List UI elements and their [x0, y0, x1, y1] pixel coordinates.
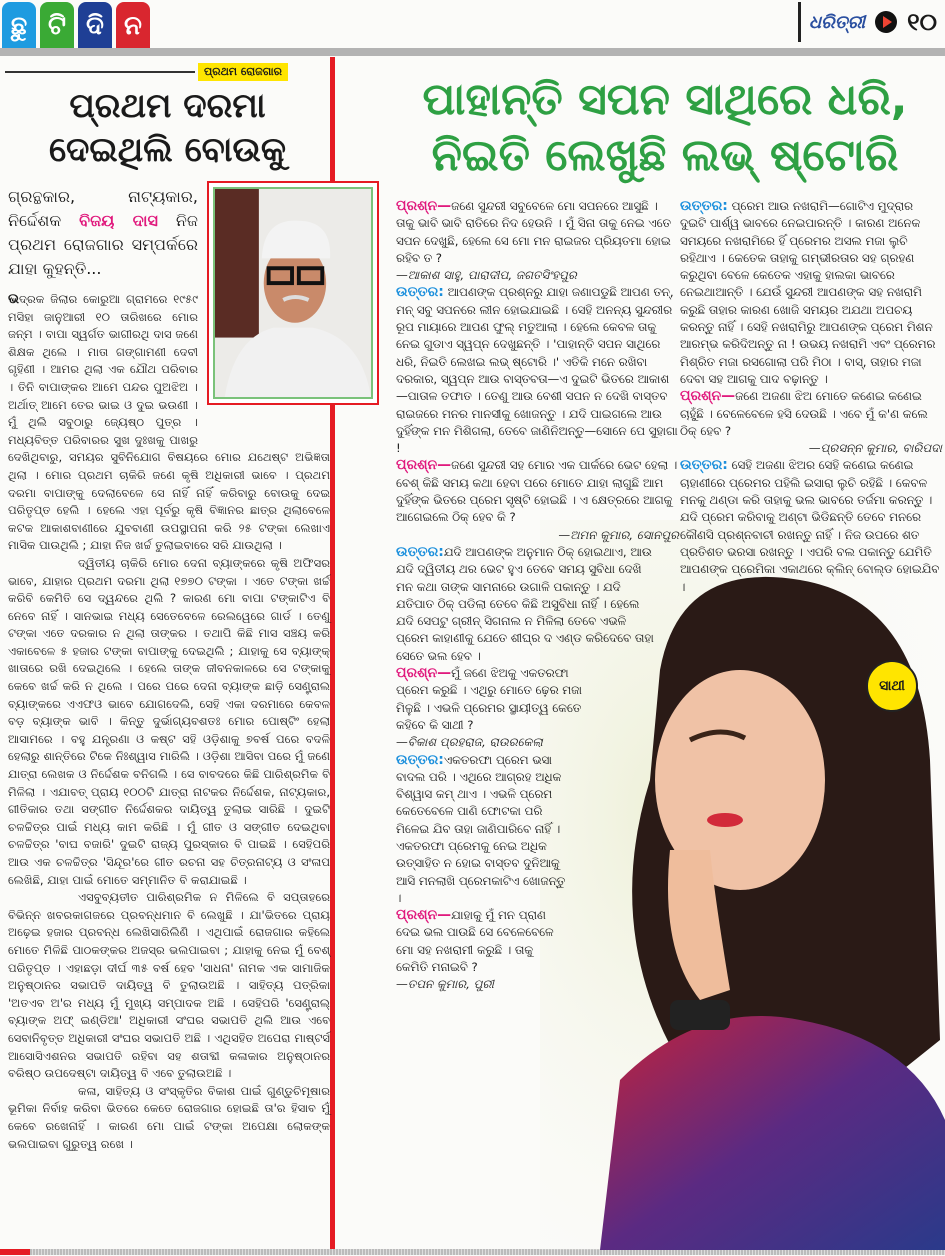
feature-headline: ପାହାନ୍ତି ସପନ ସାଥିରେ ଧରି, ନିଇତି ଲେଖୁଛି ଲଭ୍ ଷ୍ଟୋରି: [422, 74, 908, 181]
page-number: ୧୦: [907, 8, 937, 36]
newspaper-brand: ଧରିତ୍ରୀ: [808, 11, 866, 33]
qa-column-2: ଉତ୍ତର: ପ୍ରେମ ଆଉ ନଖରାମି—ଗୋଟିଏ ମୁଦ୍ରାର ଦୁଇଟି ପାର୍ଶ୍ୱ ଭାବରେ ନେଇପାରନ୍ତି । କାରଣ ଅନେକ ସମୟରେ ନଖରାମିରେ ହିଁ ପ୍ରେମର ଅସଲ ମଜା ଲୁଚି ରହିଥାଏ । କେତେକ ତାହାକୁ ଗମ୍ଭୀରତାର ସହ ଗ୍ରହଣ କରୁଥିବା ବେଳେ କେତେକ ଏହାକୁ ହାଲକା ଭାବରେ ନେଇଥାଆନ୍ତି । ଯେଉଁ ସୁନ୍ଦରୀ ଆପଣଙ୍କ ସହ ନଖରାମି କରୁଛି ତାହାର କାରଣ ଖୋଜି ସମୟର ଅଯଥା ଅପଚୟ କରନ୍ତୁ ନାହିଁ । ସେହି ନଖରାମିରୁ ଆପଣଙ୍କ ପ୍ରେମ ମିଶନ ଆରମ୍ଭ କରିଦିଅନ୍ତୁ ନା ! ଉଭୟ ନଖରାମି ଏବଂ ପ୍ରେମର ମିଶ୍ରିତ ମଜା ରସଗୋଲା ପରି ମିଠା । ବାସ୍, ତାହାର ମଜା ଦେବା ସହ ଆଗକୁ ପାଦ ବଢ଼ାନ୍ତୁ । ପ୍ରଶ୍ନ—ଜଣେ ଅଜଣା ଝିଅ ମୋତେ କଣେଇ କଣେଇ ଚାହୁଁଛି । ବେଳେବେଳେ ହସି ଦେଉଛି । ଏବେ ମୁଁ କ'ଣ କଲେ ଠିକ୍ ହେବ ? —ପ୍ରସନ୍ନ କୁମାର, ବାରିପଦା ଉତ୍ତର: ସେହି ଅଜଣା ଝିଅର ସେହି କଣେଇ କଣେଇ ଚାହାଣୀରେ ପ୍ରେମର ପହିଲି ଇସାରା ଲୁଚି ରହିଛି । କେବଳ ମନକୁ ଥଣ୍ଡା କରି ତାହାକୁ ଭଲ ଭାବରେ ତର୍ଜମା କରନ୍ତୁ । ଯଦି ପ୍ରେମ କରିବାକୁ ଅଣ୍ଟା ଭିଡିଛନ୍ତି ତେବେ ମନରେ କୌଣସି ପ୍ରଶ୍ନବାଚୀ ରଖନ୍ତୁ ନାହିଁ । ନିଜ ଉପରେ ଶତ ପ୍ରତିଶତ ଭରସା ରଖନ୍ତୁ । ଏପରି ବଲ ପକାନ୍ତୁ ଯେମିତି ଆପଣଙ୍କ ପ୍ରେମିକା ଏକାଥରେ କ୍ଲିନ୍ ବୋଲ୍ଡ ହୋଇଯିବ ।: [680, 198, 942, 594]
qa-column-1: [396, 198, 679, 994]
section-kicker: ପ୍ରଥମ ରୋଜଗାର: [198, 63, 288, 81]
article-title: [10, 84, 325, 172]
kicker-rule: [5, 71, 195, 73]
logo-letter: ଛୁ: [2, 2, 36, 50]
qa-item: ପ୍ରଶ୍ନ—ଜଣେ ସୁନ୍ଦରୀ ସବୁବେଳେ ମୋ ସପନରେ ଆସୁଛି । ତାକୁ ଭାବି ଭାବି ରାତିରେ ନିଦ ହେଉନି । ମୁଁ ସିନା ତାକୁ ନେଇ ଏତେ ସପନ ଦେଖୁଛି, ହେଲେ ସେ ମୋ ମନ ରାଇଜର ପ୍ରିୟତମା ହୋଇ ରହିବ ତ ? —ଆକାଶ ସାହୁ, ପାରାଦୀପ, ଜଗତସିଂହପୁର ଉତ୍ତର: ଆପଣଙ୍କ ପ୍ରଶ୍ନରୁ ଯାହା ଜଣାପଡୁଛି ଆପଣ ତନ୍, ମନ୍ ସବୁ ସପନରେ ଲୀନ ହୋଇଯାଇଛି । ସେହି ଅନନ୍ୟ ସୁନ୍ଦରୀର ରୂପ ମାୟାରେ ଆପଣ ଫୁଲ୍ ମତୁଆଲା । ହେଲେ କେବଳ ତାକୁ ନେଇ ଗୁଡାଏ ସ୍ୱପ୍ନ ଦେଖୁଛନ୍ତି । 'ପାହାନ୍ତି ସପନ ସାଥିରେ ଧରି, ନିଇତି ଲେଖଇ ଲଭ୍ ଷ୍ଟୋରି ।' ଏତିକି ମନେ ରଖିବା ଦରକାର, ସ୍ୱପ୍ନ ଆଉ ବାସ୍ତବତା—ଏ ଦୁଇଟି ଭିତରେ ଆକାଶ—ପାତାଳ ତଫାତ । ତେଣୁ ଆଉ ବେଶୀ ସପନ ନ ଦେଖି ବାସ୍ତବ ରାଇଜରେ ମନର ମାନସୀକୁ ଖୋଜନ୍ତୁ । ଯଦି ପାଇଗଲେ ଆଉ ଦୁହିଁଙ୍କ ମନ ମିଶିଗଲା, ତେବେ ଜାଣିନିଅନ୍ତୁ—ସୋନେ ପେ ସୁହାଗା !: [396, 198, 678, 456]
paragraph: କଳା, ସାହିତ୍ୟ ଓ ସଂସ୍କୃତିର ବିକାଶ ପାଇଁ ଗୁଣ୍ଡୁଚିମୂଷାର ଭୂମିକା ନିର୍ବାହ କରିବା ଭିତରେ କେତେ ରୋଜଗାର ହୋଇଛି ତା'ର ହିସାବ ମୁଁ କେବେ ରଖେନାହିଁ । କାରଣ ମୋ ପାଇଁ ଟଙ୍କା ଅପେକ୍ଷା ଲୋକଙ୍କ ଭଲପାଇବା ଗୁରୁତ୍ୱ ରଖେ ।: [8, 1083, 330, 1151]
logo-letter: ଦି: [78, 2, 112, 50]
qa-item: ପ୍ରଶ୍ନ—ମୁଁ ଜଣେ ଝିଅକୁ ଏକତରଫା ପ୍ରେମ କରୁଛି । ଏଥିରୁ ମୋତେ ଢ଼େର ମଜା ମିଳୁଛି । ଏଭଳି ପ୍ରେମର ସ୍ଥାୟୀତ୍ୱ କେତେ କହିବେ କି ସାଥୀ ? —ବିକାଶ ପ୍ରହରାଜ, ରାଉରକେଲା ଉତ୍ତର:ଏକତରଫା ପ୍ରେମ ଭସା ବାଦଲ ପରି । ଏଥିରେ ଆଗ୍ରହ ଅଧିକ ବିଶ୍ୱାସ କମ୍ ଥାଏ । ଏଭଳି ପ୍ରେମ କେତେବେଳେ ପାଣି ଫୋଟକା ପରି ମିଳେଇ ଯିବ ତାହା ଜାଣିପାରିବେ ନାହିଁ । ଏକତରଫା ପ୍ରେମକୁ ନେଇ ଅଧିକ ଉତ୍ସାହିତ ନ ହୋଇ ବାସ୍ତବ ଦୁନିଆକୁ ଆସି ମନଲାଖି ପ୍ରେମକାଟିଏ ଖୋଜନ୍ତୁ ।: [396, 665, 582, 905]
author-photo: [207, 181, 379, 405]
paragraph: ଦ୍ୱିତୀୟ ଚାକିରି ମୋର ଦେନା ବ୍ୟାଙ୍କରେ କୃଷି ଅଫିସର ଭାବେ, ଯାହାର ପ୍ରଥମ ଦରମା ଥିଲା ୧୭୭୦ ଟଙ୍କା । ଏତେ ଟଙ୍କା ଖର୍ଚ୍ଚ କରିବି କେମିତି ସେ ଦ୍ୱନ୍ଦରେ ଥିଲି ? କାରଣ ମୋ ବାପା ଟଙ୍କାଟିଏ ବି ନେବେ ନାହିଁ । ସାନଭାଇ ମଧ୍ୟ ସେତେବେଳେ ରେଲୱେରେ ଗାର୍ଡ । ତେଣୁ ଟଙ୍କା ଏତେ ଦରକାର ନ ଥିଲା ତାଙ୍କର । ତଥାପି କିଛି ମାସ ସଞ୍ଚୟ କରି ଏକାବେଳେ ୫ ହଜାର ଟଙ୍କା ବାପାଙ୍କୁ ଦେଇଥିଲି ; ଯାହାକୁ ସେ ବ୍ୟାଙ୍କ୍ ଖାତାରେ ରଖି ଦେଇଥିଲେ । ହେଲେ ତାଙ୍କ ଜୀବନକାଳରେ ସେ ଟଙ୍କାକୁ କେବେ ଖର୍ଚ୍ଚ କରି ନ ଥିଲେ । ପରେ ପରେ ଦେନା ବ୍ୟାଙ୍କ ଛାଡ଼ି ସେଣ୍ଟ୍ରାଲ ବ୍ୟାଙ୍କରେ ଏଏଫଓ ଭାବେ ଯୋଗଦେଲି, ସେହି ଏକା ଦରମାରେ କେବଳ ବଡ଼ ବ୍ୟାଙ୍କ ଭାବି । କିନ୍ତୁ ଦୁର୍ଭାଗ୍ୟବଶତଃ ମୋର ପୋଷ୍ଟିଂ ହେଲା ଆସାମରେ । ବହୁ ଯନ୍ତ୍ରଣା ଓ କଷ୍ଟ ସହି ଓଡ଼ିଶାକୁ ୭ବର୍ଷ ପରେ ବଦଳି ହେଲାରୁ ଶାନ୍ତିରେ ଟିକେ ନିଃଶ୍ୱାସ ମାରିଲି । ଓଡ଼ିଶା ଆସିବା ପରେ ମୁଁ ଜଣେ ଯାତ୍ରା ଲେଖକ ଓ ନିର୍ଦ୍ଦେଶକ ବନିଗଲି । ସେ ବାବଦରେ କିଛି ପାରିଶ୍ରମିକ ବି ମିଳିଲା । ଏଯାବତ୍ ପ୍ରାୟ ୧୦୦ଟି ଯାତ୍ରା ନାଟକର ନିର୍ଦ୍ଦେଶକ, ନାଟ୍ୟକାର, ଗୀତିକାର ତଥା ସଙ୍ଗୀତ ନିର୍ଦ୍ଦେଶକର ଦାୟିତ୍ୱ ତୁଲାଇ ସାରିଛି । ଦୁଇଟି ଚଳଚ୍ଚିତ୍ର ପାଇଁ ମଧ୍ୟ କାମ କରିଛି । ମୁଁ ଗୀତ ଓ ସଙ୍ଗୀତ ଦେଇଥିବା ଚଳଚ୍ଚିତ୍ର 'ବାଘ ବଜାରି' ଦୁଇଟି ରାଜ୍ୟ ପୁରସ୍କାର ବି ପାଇଛି । ସେହିପରି ଆଉ ଏକ ଚଳଚ୍ଚିତ୍ର 'ସିନ୍ଦୂର'ରେ ଗୀତ ରଚନା ସହ ଚିତ୍ରନାଟ୍ୟ ଓ ସଂଳାପ ଲେଖିଛି, ଯାହା ପାଇଁ ମୋତେ ସମ୍ମାନିତ ବି କରାଯାଇଛି ।: [8, 555, 330, 887]
paragraph: ଭଦ୍ରକ ଜିଲାର କୋରୁଆ ଗ୍ରାମରେ ୧୯୫୯ ମସିହା ଜାନୁଆରୀ ୧୦ ତାରିଖରେ ମୋର ଜନ୍ମ । ବାପା ସ୍ୱର୍ଗତ ଭାଗୀରଥି ଦାସ ଜଣେ ଶିକ୍ଷକ ଥିଲେ । ମାତା ଗଙ୍ଗାମଣୀ ଦେବୀ ଗୃହିଣୀ । ଆମର ଥିଲା ଏକ ଯୌଥ ପରିବାର । ତିନି ବାପାଙ୍କର ଆମେ ପନ୍ଦର ପୁଅଝିଅ । ଅର୍ଥାତ୍ ଆମେ ତେର ଭାଇ ଓ ଦୁଇ ଭଉଣୀ । ମୁଁ ଥିଲି ସବୁଠାରୁ ଜ୍ୟେଷ୍ଠ ପୁତ୍ର । ମଧ୍ୟବିତ୍ତ ପରିବାରର ସୁଖ ଦୁଃଖକୁ ପାଖରୁ ଦେଖିଥିବାରୁ, ସମୟର ସୁବିନିଯୋଗ ବିଷୟରେ ମୋର ଯଥେଷ୍ଟ ଅଭିଜ୍ଞତା ଥିଲା । ମୋର ପ୍ରଥମ ଚାକିରି ଜଣେ କୃଷି ଅଧିକାରୀ ଭାବେ । ପ୍ରଥମ ଦରମା ବାପାଙ୍କୁ ଦେଲାବେଳେ ସେ ନାହିଁ ନାହିଁ କରିବାରୁ ବୋଉକୁ ଦେଇ ପରିତୃପ୍ତ ହେଲି । ହେଲେ ଏହା ପୂର୍ବରୁ କୃଷି ବିଜ୍ଞାନର ଛାତ୍ର ଥିଲାବେଳେ କଟକ ଆକାଶବାଣୀରେ ଯୁବବାଣୀ ଉପସ୍ଥାପନା କରି ୨୫ ଟଙ୍କା ଲେଖାଏ ମାସିକ ପାଉଥିଲି ; ଯାହା ନିଜ ଖର୍ଚ୍ଚ ତୁଲାଇବାରେ ସରି ଯାଉଥିଲା ।: [8, 291, 330, 553]
paragraph: ଏସବୁବ୍ୟତୀତ ପାରିଶ୍ରମିକ ନ ମିଳିଲେ ବି ସପ୍ତାହରେ ବିଭିନ୍ନ ଖବରକାଗଜରେ ପ୍ରବନ୍ଧମାନ ବି ଲେଖୁଛି । ଯା'ଭିତରେ ପ୍ରାୟ ଅଢ଼େଇ ହଜାର ପ୍ରବନ୍ଧ ଲେଖିସାରିଲିଣି । ଏଥିପାଇଁ ରୋଜଗାର କହିଲେ ମୋତେ ମିଳିଛି ପାଠକଙ୍କର ଅଜସ୍ର ଭଲପାଇବା ; ଯାହାକୁ ନେଇ ମୁଁ ବେଶ୍ ପରିତୃପ୍ତ । ଏହାଛଡ଼ା ଦୀର୍ଘ ୩୫ ବର୍ଷ ହେବ 'ସାଧନା' ନାମକ ଏକ ସାମାଜିକ ଅନୁଷ୍ଠାନର ସଭାପତି ଦାୟିତ୍ୱ ବି ତୁଲାଉଅଛି । ସାହିତ୍ୟ ପତ୍ରିକା 'ଅତଏବ ଅ'ର ମଧ୍ୟ ମୁଁ ମୁଖ୍ୟ ସମ୍ପାଦକ ଅଛି । ସେହିପରି 'ସେଣ୍ଟ୍ରାଲ୍ ବ୍ୟାଙ୍କ ଅଫ୍ ଇଣ୍ଡିଆ' ଅଧିକାରୀ ସଂଘର ସଭାପତି ଥିଲି ଆଉ ଏବେ ସେବାନିବୃତ୍ତ ଅଧିକାରୀ ସଂଘର ସଭାପତି ଅଛି । ଏଥିସହିତ ଅପେରା ମାଷ୍ଟର୍ସ ଆସୋସିଏଶନର ସଭାପତି ରହିବା ସହ ଶତାବ୍ଦୀ କଳାକାର ଅନୁଷ୍ଠାନର ବରିଷ୍ଠ ଉପଦେଷ୍ଟା ଦାୟିତ୍ୱ ବି ଏବେ ତୁଲାଉଅଛି ।: [8, 890, 330, 1081]
section-logo: [2, 2, 150, 50]
masthead: [798, 2, 937, 42]
logo-letter: ନ: [116, 2, 150, 50]
title-line: ପ୍ରଥମ ଦରମା: [69, 86, 266, 126]
qa-item: ପ୍ରଶ୍ନ—ଜଣେ ସୁନ୍ଦରୀ ସହ ମୋର ଏକ ପାର୍କରେ ଭେଟ ହେଲା । ବେଶ୍ କିଛି ସମୟ କଥା ହେବା ପରେ ମୋତେ ଯାହା ଲାଗୁଛି ଆମ ଦୁହିଁଙ୍କ ଭିତରେ ପ୍ରେମ ସୃଷ୍ଟି ହୋଇଛି । ଏ କ୍ଷେତ୍ରରେ ଆଗକୁ ଆଗେଇଲେ ଠିକ୍ ହେବ କି ? —ଅମନ କୁମାର, ସୋନପୁର ଉତ୍ତର:ଯଦି ଆପଣଙ୍କ ଅନୁମାନ ଠିକ୍ ହୋଇଥାଏ, ଆଉ ଯଦି ଦ୍ୱିତୀୟ ଥର ଭେଟ ହୁଏ ତେବେ ସମୟ ସୁବିଧା ଦେଖି ମନ କଥା ତାଙ୍କ ସାମନାରେ ଉଗାଳି ପକାନ୍ତୁ । ଯଦି ଯତିପାତ ଠିକ୍ ପଡିଲା ତେବେ କିଛି ଅସୁବିଧା ନାହିଁ । ହେଲେ ଯଦି ସେପଟୁ ଗ୍ରୀନ୍ ସିଗନାଲ ନ ମିଳିଲା ତେବେ ଏଭଳି ପ୍ରେମ କାହାଣୀକୁ ଯେତେ ଶୀଘ୍ର ଦ ଏଣ୍ଡ କରିଦେବେ ତାହା ସେତେ ଭଲ ହେବ ।: [396, 457, 679, 663]
portrait-image: [215, 189, 371, 397]
author-name: ବିଜୟ ଦାସ: [79, 211, 158, 230]
play-icon: [875, 11, 897, 33]
logo-letter: ଟି: [40, 2, 74, 50]
column-badge: ସାଥୀ: [866, 660, 918, 712]
title-line: ଦେଇଥିଲି ବୋଉକୁ: [49, 130, 286, 170]
article-intro: ଗ୍ରନ୍ଥକାର, ନାଟ୍ୟକାର, ନିର୍ଦ୍ଦେଶକ ବିଜୟ ଦାସ ନିଜ ପ୍ରଥମ ରୋଜଗାର ସମ୍ପର୍କରେ ଯାହା କୁହନ୍ତି...: [8, 187, 198, 278]
qa-item: ପ୍ରଶ୍ନ—ଯାହାକୁ ମୁଁ ମନ ପ୍ରାଣ ଦେଇ ଭଲ ପାଉଛି ସେ ବେଳେବେଳେ ମୋ ସହ ନଖରାମୀ କରୁଛି । ତାକୁ କେମିତି ମନାଇବି ? —ତପନ କୁମାର, ପୁରୀ: [396, 907, 554, 992]
top-divider: [0, 48, 945, 56]
